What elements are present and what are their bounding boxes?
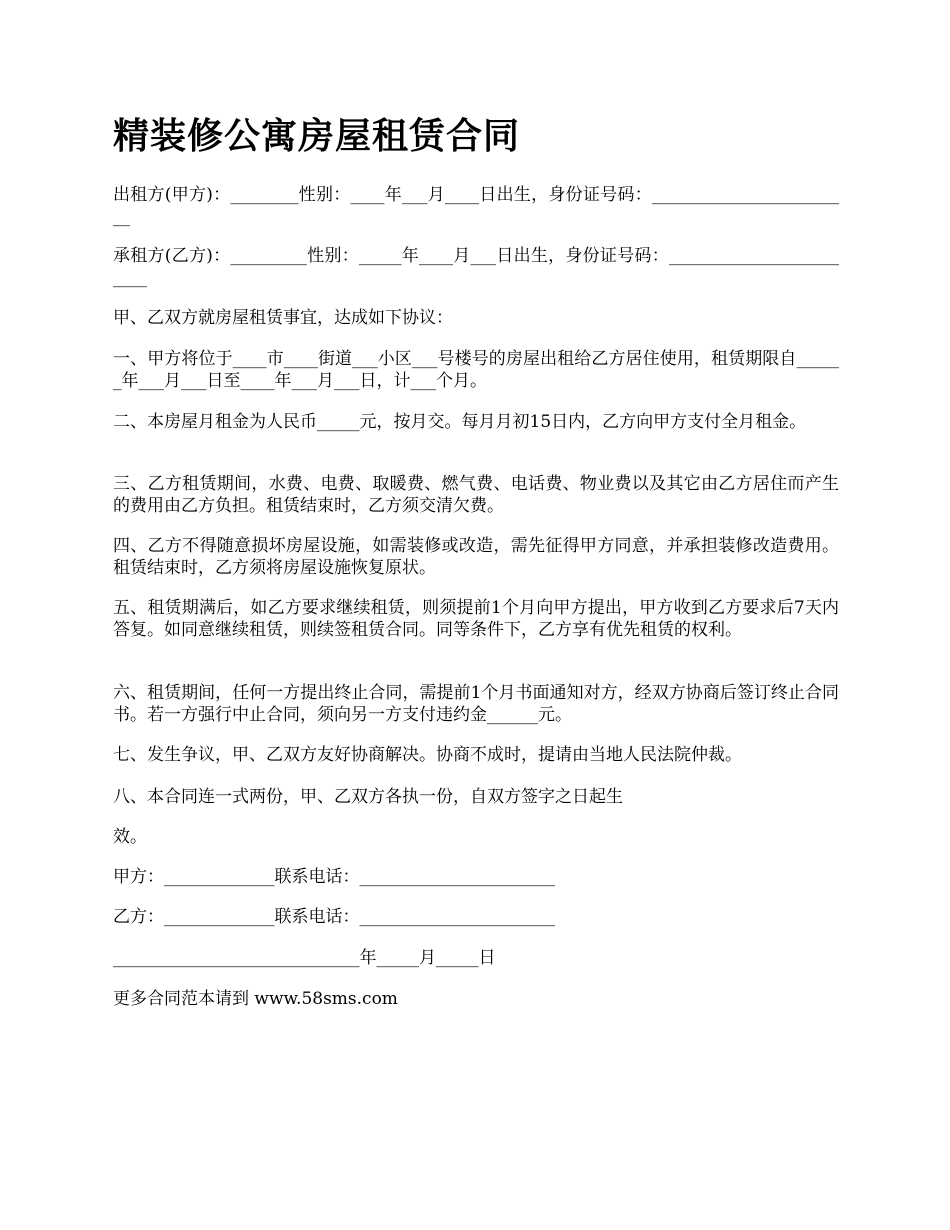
footer-note: 更多合同范本请到 www.58sms.com bbox=[113, 989, 398, 1009]
signature-party-a: 甲方：_____________联系电话：_______________________ bbox=[113, 867, 555, 887]
signature-party-b: 乙方：_____________联系电话：_______________________ bbox=[113, 907, 555, 927]
clause-5: 五、租赁期满后，如乙方要求继续租赁，则须提前1个月向甲方提出，甲方收到乙方要求后7天内答复。如同意继续租赁，则续签租赁合同。同等条件下，乙方享有优先租赁的权利。 bbox=[113, 598, 839, 640]
lessor-info: 出租方(甲方)：________性别：____年___月____日出生，身份证号码：________________________ bbox=[113, 185, 839, 227]
clause-2: 二、本房屋月租金为人民币_____元，按月交。每月月初15日内，乙方向甲方支付全月租金。 bbox=[113, 412, 807, 432]
clause-4: 四、乙方不得随意损坏房屋设施，如需装修或改造，需先征得甲方同意，并承担装修改造费用。租赁结束时，乙方须将房屋设施恢复原状。 bbox=[113, 536, 839, 578]
clause-7: 七、发生争议，甲、乙双方友好协商解决。协商不成时，提请由当地人民法院仲裁。 bbox=[113, 745, 742, 765]
contract-title: 精装修公寓房屋租赁合同 bbox=[113, 115, 521, 157]
clause-6: 六、租赁期间，任何一方提出终止合同，需提前1个月书面通知对方，经双方协商后签订终止合同书。若一方强行中止合同，须向另一方支付违约金______元。 bbox=[113, 683, 839, 725]
lessee-info: 承租方(乙方)：_________性别：_____年____月___日出生，身份证号码：________________________ bbox=[113, 246, 839, 288]
clause-3: 三、乙方租赁期间，水费、电费、取暖费、燃气费、电话费、物业费以及其它由乙方居住而产生的费用由乙方负担。租赁结束时，乙方须交清欠费。 bbox=[113, 474, 839, 516]
clause-8: 八、本合同连一式两份，甲、乙双方各执一份，自双方签字之日起生 bbox=[113, 787, 623, 807]
signing-date: _____________________________年_____月_____日 bbox=[113, 948, 496, 968]
agreement-intro: 甲、乙双方就房屋租赁事宜，达成如下协议： bbox=[113, 308, 453, 328]
clause-8-tail: 效。 bbox=[113, 827, 147, 847]
clause-1: 一、甲方将位于____市____街道___小区___号楼号的房屋出租给乙方居住使用，租赁期限自______年___月___日至____年___月___日，计___个月。 bbox=[113, 349, 839, 391]
